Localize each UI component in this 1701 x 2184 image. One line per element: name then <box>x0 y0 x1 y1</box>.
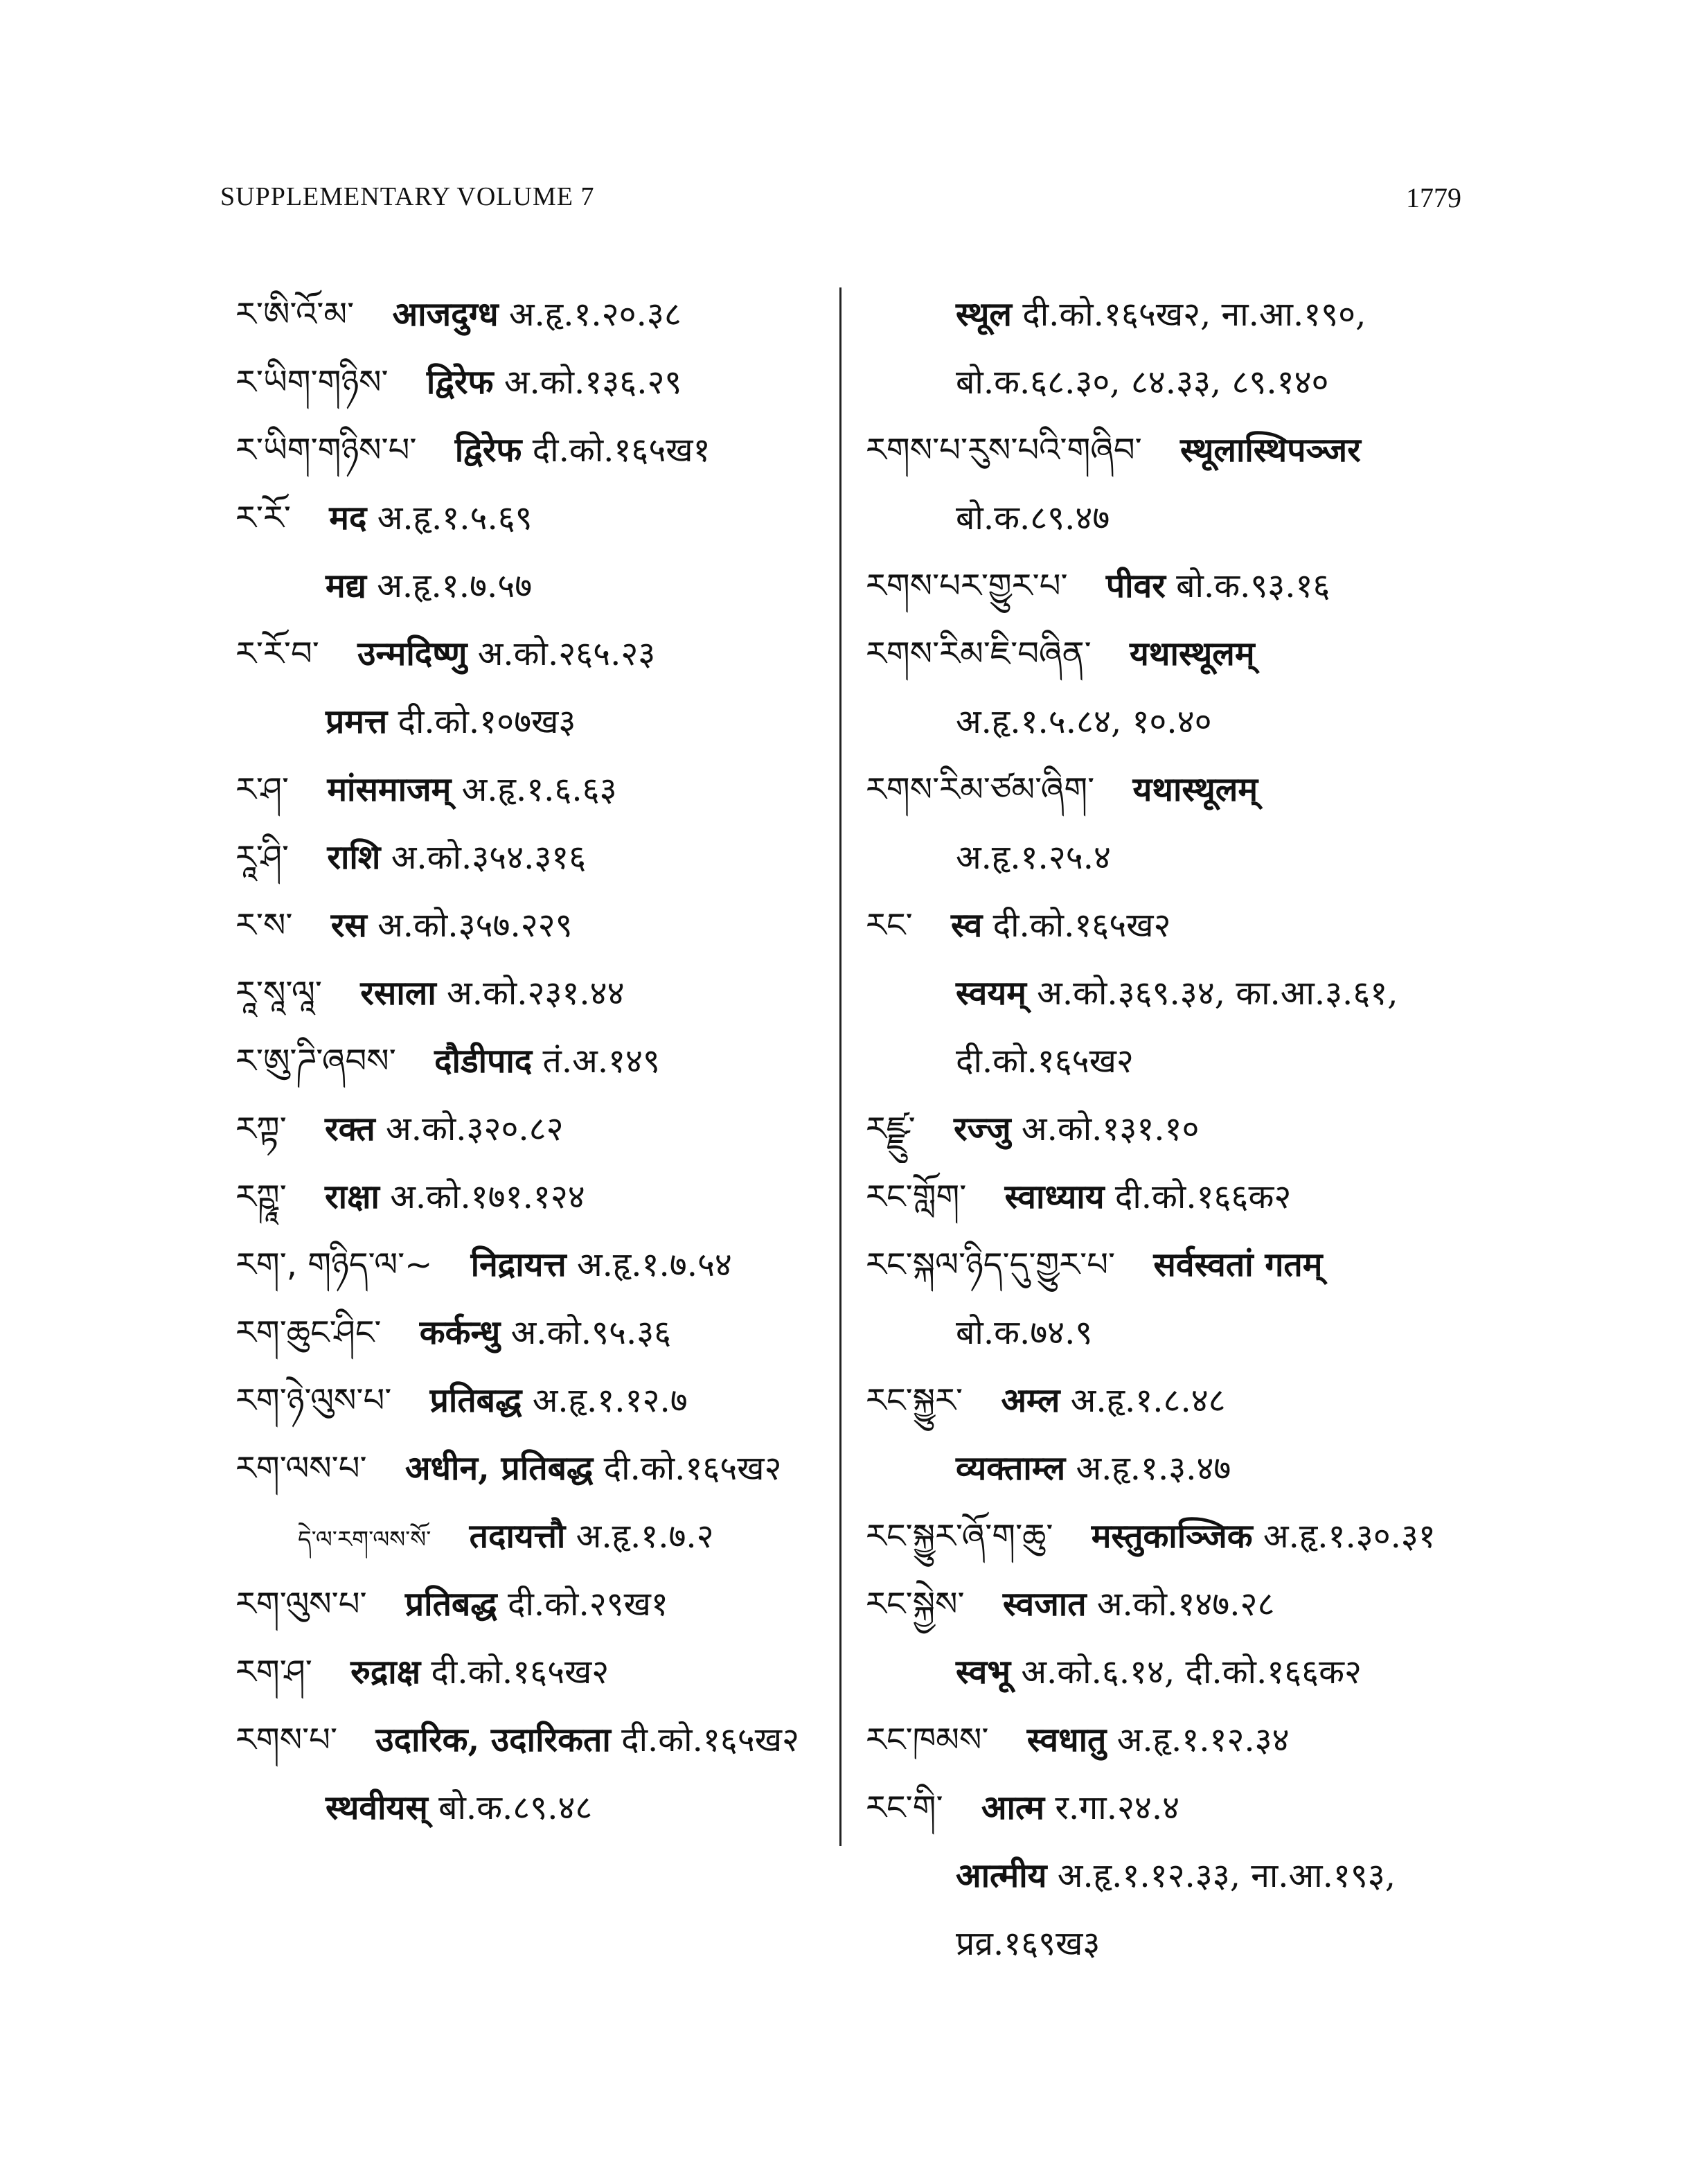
dictionary-entry <box>866 552 1489 620</box>
sanskrit-term: राक्षा <box>325 1178 380 1216</box>
reference: दी.को.१६६क२ <box>1114 1178 1292 1216</box>
dictionary-entry <box>866 416 1489 484</box>
reference: अ.हृ.१.७.२ <box>576 1517 714 1556</box>
reference: बो.क.७४.९ <box>956 1313 1093 1352</box>
sanskrit-term: प्रतिबद्ध <box>404 1585 497 1624</box>
dictionary-entry <box>866 1502 1489 1570</box>
reference: अ.को.२६५.२३ <box>477 634 656 673</box>
dictionary-entry <box>235 348 831 416</box>
sanskrit-term: स्थूलास्थिपञ्जर <box>1180 431 1361 470</box>
tibetan-headword: ར་ཡིག་གཉིས་པ་ <box>235 431 417 470</box>
column-divider <box>839 287 841 1846</box>
reference: बो.क.८९.४८ <box>438 1788 593 1827</box>
tibetan-headword: རགས་པར་གྱུར་པ་ <box>866 567 1068 605</box>
reference: दी.को.१०७ख३ <box>398 702 576 741</box>
dictionary-entry <box>235 1435 831 1502</box>
reference: अ.को.१४७.२८ <box>1096 1585 1275 1624</box>
reference: अ.हृ.१.६.६३ <box>461 770 617 809</box>
dictionary-entry <box>235 552 831 620</box>
tibetan-headword: རཱ་སཱ་ལཱ་ <box>235 974 322 1013</box>
sanskrit-term: अधीन, प्रतिबद्ध <box>404 1449 594 1488</box>
dictionary-entry <box>235 416 831 484</box>
reference: अ.को.६.१४, दी.को.१६६क२ <box>1021 1653 1362 1692</box>
sanskrit-term: रुद्राक्ष <box>350 1653 421 1692</box>
reference: दी.को.२९ख१ <box>507 1585 668 1624</box>
sanskrit-term: स्वयम् <box>956 974 1026 1013</box>
sanskrit-term: रक्त <box>325 1110 375 1148</box>
sanskrit-term: स्वजात <box>1002 1585 1087 1624</box>
dictionary-entry <box>235 1570 831 1638</box>
dictionary-entry <box>235 959 831 1027</box>
tibetan-headword: རང་ <box>866 906 913 945</box>
right-column <box>866 281 1489 1978</box>
tibetan-headword: ར་རོ་བ་ <box>235 634 319 673</box>
dictionary-entry <box>866 1231 1489 1299</box>
dictionary-entry <box>235 688 831 756</box>
tibetan-headword: རང་སྐལ་ཉིད་དུ་གྱུར་པ་ <box>866 1245 1116 1284</box>
reference: अ.को.१७१.१२४ <box>390 1178 585 1216</box>
tibetan-headword: རཀྟ་ <box>235 1110 287 1148</box>
dictionary-entry <box>235 1231 831 1299</box>
dictionary-entry <box>235 484 831 552</box>
dictionary-entry <box>866 1367 1489 1435</box>
sanskrit-term: स्वभू <box>956 1653 1011 1692</box>
reference: अ.को.३५४.३१६ <box>391 838 587 877</box>
dictionary-entry <box>866 1910 1489 1978</box>
reference: अ.को.३५७.२२९ <box>377 906 573 945</box>
reference: अ.हृ.१.७.५७ <box>377 567 533 605</box>
dictionary-entry <box>235 891 831 959</box>
reference: दी.को.१६५ख२ <box>431 1653 609 1692</box>
sanskrit-term: व्यक्ताम्ल <box>956 1449 1066 1488</box>
sanskrit-term: दौडीपाद <box>434 1042 533 1081</box>
dictionary-entry <box>866 348 1489 416</box>
tibetan-headword: རགས་པ་ <box>235 1721 338 1759</box>
reference: दी.को.१६५ख१ <box>532 431 711 470</box>
dictionary-entry <box>235 620 831 688</box>
tibetan-headword: རང་ཁམས་ <box>866 1721 989 1759</box>
tibetan-headword: རང་སྐྱུར་ <box>866 1381 963 1420</box>
tibetan-headword: དེ་ལ་རག་ལས་སོ་ <box>298 1526 431 1554</box>
sanskrit-term: स्वाध्याय <box>1004 1178 1105 1216</box>
sanskrit-term: आत्म <box>981 1788 1045 1827</box>
dictionary-entry <box>235 824 831 891</box>
dictionary-entry <box>235 1706 831 1774</box>
reference: तं.अ.१४९ <box>542 1042 660 1081</box>
sanskrit-term: मस्तुकाञ्जिक <box>1091 1517 1253 1556</box>
tibetan-headword: རང་སྐྱུར་ཞོ་ག་ཆུ་ <box>866 1517 1053 1556</box>
sanskrit-term: निद्रायत्त <box>470 1245 567 1284</box>
reference: अ.को.१३६.२९ <box>504 363 682 402</box>
dictionary-entry <box>866 891 1489 959</box>
reference: अ.हृ.१.३०.३१ <box>1263 1517 1436 1556</box>
tibetan-headword: རང་གི་ <box>866 1788 943 1827</box>
tibetan-headword: རགས་རིམ་ཙམ་ཞིག་ <box>866 770 1095 809</box>
dictionary-entry <box>866 1299 1489 1367</box>
tibetan-headword: རག་ལས་པ་ <box>235 1449 367 1488</box>
reference: अ.हृ.१.७.५४ <box>576 1245 732 1284</box>
dictionary-entry <box>866 1435 1489 1502</box>
sanskrit-term: आजदुग्ध <box>392 295 499 334</box>
dictionary-entry <box>866 688 1489 756</box>
tibetan-headword: ར་ས་ <box>235 906 293 945</box>
dictionary-entry <box>235 281 831 348</box>
dictionary-entry <box>235 1502 831 1570</box>
sanskrit-term: रसाला <box>360 974 436 1013</box>
dictionary-entry <box>866 1163 1489 1231</box>
sanskrit-term: अम्ल <box>1001 1381 1060 1420</box>
sanskrit-term: रस <box>330 906 367 945</box>
sanskrit-term: कर्कन्धु <box>419 1313 501 1352</box>
reference: दी.को.१६५ख२ <box>992 906 1171 945</box>
dictionary-entry <box>235 1367 831 1435</box>
reference: दी.को.१६५ख२ <box>603 1449 782 1488</box>
tibetan-headword: ར་ཨི་འོ་མ་ <box>235 295 355 334</box>
dictionary-entry <box>866 1095 1489 1163</box>
sanskrit-term: द्विरेफ <box>454 431 522 470</box>
tibetan-headword: རག་, གཉིད་ལ་~ <box>235 1245 433 1284</box>
reference: अ.हृ.१.१२.३३, ना.आ.१९३, <box>1057 1856 1396 1895</box>
reference: दी.को.१६५ख२ <box>956 1042 1134 1081</box>
left-column <box>235 281 831 1842</box>
tibetan-headword: ར་ཤ་ <box>235 770 290 809</box>
sanskrit-term: रज्जु <box>953 1110 1011 1148</box>
dictionary-entry <box>866 484 1489 552</box>
dictionary-entry <box>866 1570 1489 1638</box>
reference: दी.को.१६५ख२, ना.आ.१९०, <box>1022 295 1366 334</box>
tibetan-headword: རགས་རིམ་ཇི་བཞིན་ <box>866 634 1092 673</box>
tibetan-headword: རག་ཤ་ <box>235 1653 312 1692</box>
dictionary-entry <box>866 1638 1489 1706</box>
reference: बो.क.८९.४७ <box>956 499 1110 538</box>
sanskrit-term: मांसमाजम् <box>327 770 452 809</box>
sanskrit-term: यथास्थूलम् <box>1132 770 1258 809</box>
dictionary-entry <box>235 1299 831 1367</box>
sanskrit-term: तदायत्तौ <box>469 1517 566 1556</box>
sanskrit-term: मद <box>329 499 367 538</box>
tibetan-headword: རག་ལུས་པ་ <box>235 1585 367 1624</box>
dictionary-entry <box>866 620 1489 688</box>
reference: अ.हृ.१.१२.७ <box>532 1381 688 1420</box>
tibetan-headword: ར་ཨུ་ཌི་ཞབས་ <box>235 1042 396 1081</box>
dictionary-entry <box>235 1095 831 1163</box>
reference: अ.हृ.१.५.८४, १०.४० <box>956 702 1212 741</box>
sanskrit-term: प्रतिबद्ध <box>429 1381 522 1420</box>
dictionary-entry <box>866 756 1489 824</box>
tibetan-headword: ར་རོ་ <box>235 499 291 538</box>
reference: प्रव्र.१६९ख३ <box>956 1924 1101 1963</box>
reference: अ.हृ.१.५.६९ <box>377 499 533 538</box>
sanskrit-term: सर्वस्वतां गतम् <box>1153 1245 1323 1284</box>
reference: अ.को.२३१.४४ <box>447 974 625 1013</box>
reference: बो.क.९३.१६ <box>1176 567 1330 605</box>
sanskrit-term: यथास्थूलम् <box>1129 634 1255 673</box>
tibetan-headword: རཛྫུ་ <box>866 1110 916 1148</box>
dictionary-entry <box>866 959 1489 1027</box>
tibetan-headword: རང་གློག་ <box>866 1178 967 1216</box>
tibetan-headword: རག་ཆུང་ཤིང་ <box>235 1313 382 1352</box>
dictionary-entry <box>235 1163 831 1231</box>
sanskrit-term: स्थवीयस् <box>326 1788 428 1827</box>
tibetan-headword: རཀྵཱ་ <box>235 1178 287 1216</box>
reference: बो.क.६८.३०, ८४.३३, ८९.१४० <box>956 363 1329 402</box>
sanskrit-term: प्रमत्त <box>326 702 388 741</box>
dictionary-entry <box>866 1842 1489 1910</box>
dictionary-entry <box>866 281 1489 348</box>
sanskrit-term: राशि <box>327 838 381 877</box>
reference: अ.हृ.१.२५.४ <box>956 838 1111 877</box>
tibetan-headword: རང་སྐྱེས་ <box>866 1585 965 1624</box>
dictionary-entry <box>235 1638 831 1706</box>
sanskrit-term: द्विरेफ <box>426 363 494 402</box>
reference: अ.को.९५.३६ <box>510 1313 672 1352</box>
tibetan-headword: རག་ཉེ་ལུས་པ་ <box>235 1381 392 1420</box>
reference: अ.हृ.१.८.४८ <box>1070 1381 1226 1420</box>
sanskrit-term: आत्मीय <box>956 1856 1047 1895</box>
tibetan-headword: རཱ་ཤི་ <box>235 838 290 877</box>
reference: र.गा.२४.४ <box>1055 1788 1180 1827</box>
dictionary-entry <box>235 1027 831 1095</box>
reference: अ.को.३२०.८२ <box>386 1110 564 1148</box>
tibetan-headword: ར་ཡིག་གཉིས་ <box>235 363 389 402</box>
reference: दी.को.१६५ख२ <box>621 1721 799 1759</box>
reference: अ.हृ.१.१२.३४ <box>1116 1721 1290 1759</box>
sanskrit-term: उदारिक, उदारिकता <box>375 1721 611 1759</box>
sanskrit-term: स्थूल <box>956 295 1012 334</box>
reference: अ.को.१३१.१० <box>1021 1110 1200 1148</box>
running-header: SUPPLEMENTARY VOLUME 7 <box>220 182 595 211</box>
dictionary-entry <box>866 1027 1489 1095</box>
sanskrit-term: मद्य <box>326 567 366 605</box>
sanskrit-term: पीवर <box>1105 567 1166 605</box>
sanskrit-term: स्व <box>950 906 983 945</box>
page-number: 1779 <box>1406 182 1461 213</box>
dictionary-entry <box>235 1774 831 1842</box>
tibetan-headword: རགས་པ་རུས་པའི་གཞིབ་ <box>866 431 1142 470</box>
reference: अ.हृ.१.२०.३८ <box>508 295 682 334</box>
dictionary-entry <box>235 756 831 824</box>
sanskrit-term: स्वधातु <box>1026 1721 1107 1759</box>
dictionary-entry <box>866 1706 1489 1774</box>
sanskrit-term: उन्मदिष्णु <box>357 634 467 673</box>
dictionary-entry <box>866 1774 1489 1842</box>
reference: अ.को.३६९.३४, का.आ.३.६१, <box>1037 974 1398 1013</box>
reference: अ.हृ.१.३.४७ <box>1076 1449 1231 1488</box>
dictionary-entry <box>866 824 1489 891</box>
